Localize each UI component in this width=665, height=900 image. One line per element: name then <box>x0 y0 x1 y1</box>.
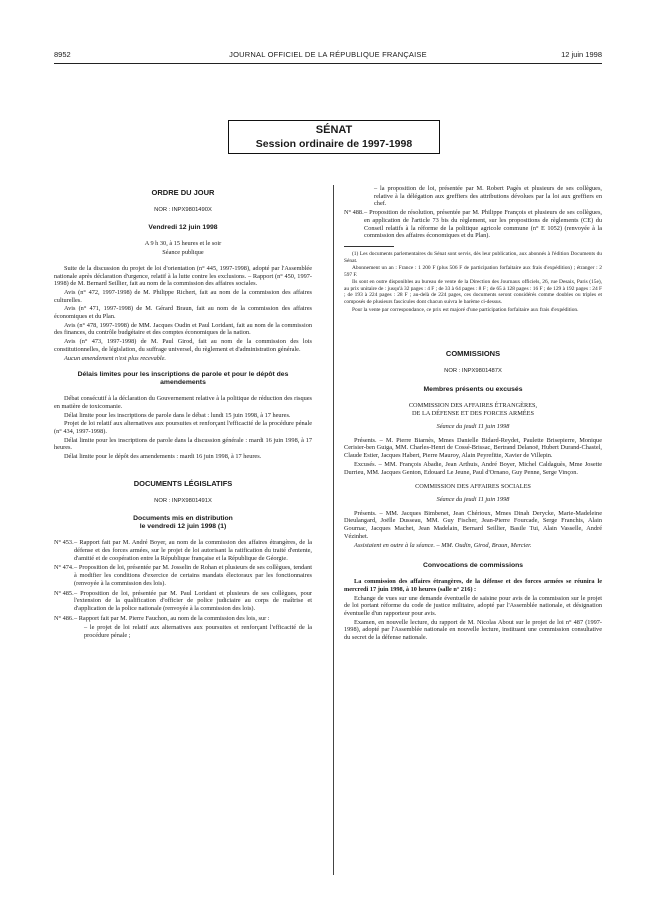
paragraph: Délai limite pour les inscriptions de parole dans la discussion générale : mardi 16 juin 1998, à 17 heures. <box>54 436 312 452</box>
page-number: 8952 <box>54 50 71 59</box>
footnote: Pour la vente par correspondance, ce prix est majoré d'une participation forfaitaire aux frais d'expédition. <box>352 306 579 313</box>
list-item: N° 485. – Proposition de loi, présentée par M. Paul Loridant et plusieurs de ses collègues, pour l'extension de la qualification d'officier de police judiciaire au corps de maîtrise et d'application de la police nationale (renvoyée à la commission des lois). <box>54 589 312 612</box>
excuses-list: Excusés. – MM. François Abadie, Jean Arthuis, André Boyer, Michel Caldaguès, Mme Josette Durrieu, MM. Jacques Genton, Edouard Le Jeune, Paul d'Ornano, Guy Penne, Serge Vinçon. <box>344 460 602 476</box>
hours-line: A 9 h 30, à 15 heures et le soir <box>144 240 222 248</box>
title-session: Session ordinaire de 1997-1998 <box>255 138 413 150</box>
page-header <box>54 50 602 62</box>
nor-reference: NOR : INPX9801491X <box>154 497 212 504</box>
paragraph: Suite de la discussion du projet de loi d'orientation (n° 445, 1997-1998), adopté par l'Assemblée nationale après déclaration d'urgence, relatif à la lutte contre les exclusions. – Rapport (n° 450, 1997-1998) de M. Bernard Seillier, fait au nom de la commission des affaires sociales. <box>54 264 312 288</box>
nor-reference: NOR : INPX9801487X <box>444 367 502 374</box>
ordre-du-jour-heading: ORDRE DU JOUR <box>151 188 215 197</box>
list-item: N° 486. – Rapport fait par M. Pierre Fauchon, au nom de la commission des lois, sur : <box>54 614 270 622</box>
sub-item: – le projet de loi relatif aux alternatives aux poursuites et renforçant l'efficacité de la procédure pénale ; <box>84 624 312 640</box>
paragraph: Avis (n° 473, 1997-1998) de M. Paul Girod, fait au nom de la commission des lois constitutionnelles, de législation, du suffrage universel, du règlement et d'administration générale. <box>54 338 312 353</box>
paragraph: Débat consécutif à la déclaration du Gouvernement relative à la politique de réduction des risques en matière de toxicomanie. <box>54 395 312 410</box>
docs-distribution-date: le vendredi 12 juin 1998 (1) <box>139 523 227 531</box>
left-column <box>54 185 312 641</box>
presents-list: Présents. – M. Pierre Biarnès, Mmes Danielle Bidard-Reydet, Paulette Brisepierre, Monique Cerisier-ben Guiga, MM. Charles-Henri de Cossé-Brissac, Bertrand Delanoë, Hubert Durand-Chastel, Claude Estier, Jacques Habert, Pierre Mauroy, Alain Peyrefitte, Xavier de Villepin. <box>344 436 602 460</box>
paragraph: Avis (n° 478, 1997-1998) de MM. Jacques Oudin et Paul Loridant, fait au nom de la commission des finances, du contrôle budgétaire et des comptes économiques de la nation. <box>54 321 312 337</box>
paragraph: Délai limite pour le dépôt des amendements : mardi 16 juin 1998, à 17 heures. <box>64 453 262 461</box>
nor-reference: NOR : INPX9801490X <box>154 206 212 213</box>
footnotes <box>344 251 602 313</box>
documents-legislatifs-heading: DOCUMENTS LÉGISLATIFS <box>133 478 233 488</box>
title-senat: SÉNAT <box>315 124 353 136</box>
commission-name: COMMISSION DES AFFAIRES ÉTRANGÈRES, <box>408 401 538 409</box>
list-item: N° 453. – Rapport fait par M. André Boyer, au nom de la commission des affaires étrangères, de la défense et des forces armées, sur le projet de loi autorisant la ratification du traité d'entente, d'amitié et de coopération entre la République française et la République de Géorgie. <box>54 539 312 562</box>
footnote: Ils sont en outre disponibles au bureau de vente de la Direction des Journaux officiels, 26, rue Desaix, Paris (15e), au prix unitaire de : jusqu'à 32 pages : 4 F ; de 33 à 64 pages : 8 F ; de 65 à 128 pages : 16 F ; de 129 à 192 pages : 24 F ; de 193 à 224 pages : 28 F ; au-delà de 224 pages, ces documents seront considérés comme doubles ou triples et composés de plusieurs fascicules dont chacun suivra le barème ci-dessus. <box>344 279 602 306</box>
column-divider <box>333 185 334 875</box>
sub-item: – la proposition de loi, présentée par M. Robert Pagès et plusieurs de ses collègues, relative à la délégation aux greffiers des attributions dévolues par la loi aux greffiers en chef. <box>374 185 602 208</box>
delais-heading: Délais limites pour les inscriptions de parole et pour le dépôt des amendements <box>77 371 289 387</box>
convocation-notice: La commission des affaires étrangères, de la défense et des forces armées se réunira le mercredi 17 juin 1998, à 10 heures (salle n° 216) : <box>344 578 602 593</box>
paragraph: Echange de vues sur une demande éventuelle de saisine pour avis de la commission sur le projet de loi portant réforme du code de justice militaire, adopté par l'Assemblée nationale, et désignation éventuelle d'un rapporteur pour avis. <box>344 594 602 618</box>
aucun-amendement-note: Aucun amendement n'est plus recevable. <box>64 354 167 362</box>
paragraph: Avis (n° 472, 1997-1998) de M. Philippe Richert, fait au nom de la commission des affaires culturelles. <box>54 288 312 304</box>
list-item: N° 474. – Proposition de loi, présentée par M. Josselin de Rohan et plusieurs de ses collègues, tendant à modifier les conditions d'exercice de certains mandats électoraux par les fonctionnaires (renvoyée à la commission des lois). <box>54 564 312 587</box>
footnote: (1) Les documents parlementaires du Sénat sont servis, dès leur publication, aux abonnés à l'édition Documents du Sénat. <box>344 250 602 264</box>
convocations-heading: Convocations de commissions <box>422 562 524 570</box>
journal-title: JOURNAL OFFICIEL DE LA RÉPUBLIQUE FRANÇAISE <box>229 50 427 59</box>
paragraph: Délai limite pour les inscriptions de parole dans le débat : lundi 15 juin 1998, à 17 heures. <box>64 411 291 419</box>
paragraph: Avis (n° 471, 1997-1998) de M. Gérard Braun, fait au nom de la commission des affaires économiques et du Plan. <box>54 305 312 321</box>
assistaient-line: Assistaient en outre à la séance. – MM. Oudin, Girod, Braun, Mercier. <box>354 541 532 549</box>
commissions-heading: COMMISSIONS <box>445 349 501 359</box>
list-item: N° 488. – Proposition de résolution, présentée par M. Philippe François et plusieurs de ses collègues, en application de l'article 73 bis du règlement, sur les propositions de règlements (CE) du Conseil relatifs à la réforme de la politique agricole commune (n° E 1052) (renvoyée à la commission des affaires économiques et du Plan). <box>344 209 602 240</box>
docs-distribution-heading: Documents mis en distribution <box>133 515 233 523</box>
seance-line: Séance publique <box>162 249 204 257</box>
presents-list: Présents. – MM. Jacques Bimbenet, Jean Chérioux, Mmes Dinah Derycke, Marie-Madeleine Dieulangard, Joëlle Dusseau, MM. Guy Fischer, Jean-Pierre Fourcade, Serge Franchis, Alain Gournac, Jacques Machet, Jean Madelain, Bernard Seillier, Basile Tui, Alain Vasselle, André Vézinhet. <box>344 509 602 540</box>
footnote: Abonnement un an : France : 1 200 F (plus 506 F de participation forfaitaire aux frais d'expédition) ; étranger : 2 597 F. <box>344 265 602 278</box>
day-heading: Vendredi 12 juin 1998 <box>148 224 218 232</box>
commission-name: DE LA DÉFENSE ET DES FORCES ARMÉES <box>412 410 534 418</box>
title-box <box>228 120 440 154</box>
seance-date: Séance du jeudi 11 juin 1998 <box>436 496 510 503</box>
right-column <box>344 185 602 643</box>
membres-heading: Membres présents ou excusés <box>423 385 523 393</box>
paragraph: Projet de loi relatif aux alternatives aux poursuites et renforçant l'efficacité de la procédure pénale (n° 434, 1997-1998). <box>54 420 312 436</box>
issue-date: 12 juin 1998 <box>561 50 602 59</box>
seance-date: Séance du jeudi 11 juin 1998 <box>436 423 510 431</box>
footnote-rule <box>344 246 394 247</box>
header-rule <box>54 63 602 64</box>
commission-name: COMMISSION DES AFFAIRES SOCIALES <box>415 483 531 491</box>
paragraph: Examen, en nouvelle lecture, du rapport de M. Nicolas About sur le projet de loi n° 487 (1997-1998), adopté par l'Assemblée nationale en nouvelle lecture, instituant une commission consultative du secret de la défense nationale. <box>344 618 602 642</box>
